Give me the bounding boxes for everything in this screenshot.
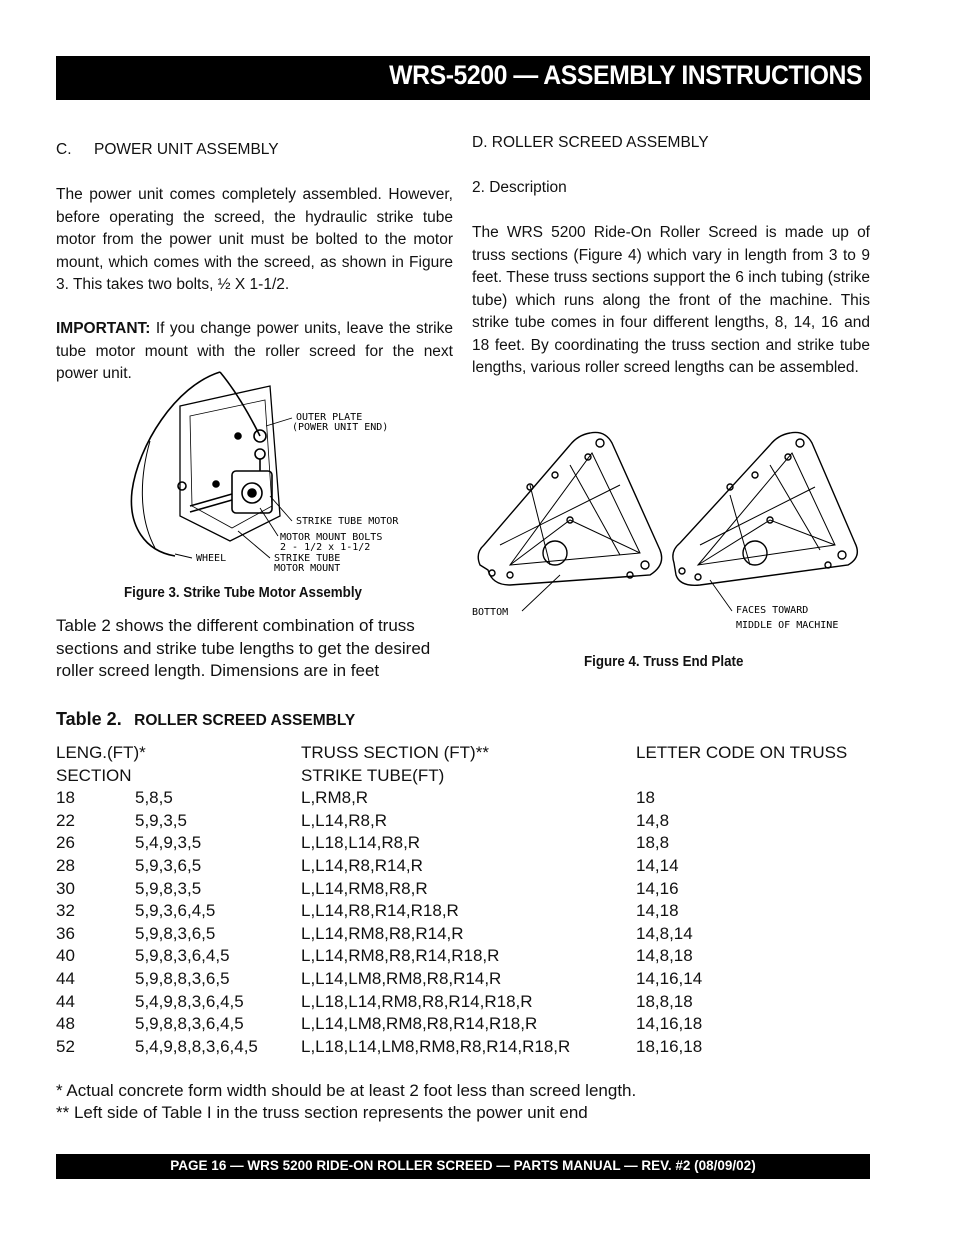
table-cell: L,L14,RM8,R8,R: [301, 878, 428, 898]
table-row: [56, 810, 870, 833]
table-row: [56, 900, 870, 923]
table-intro: Table 2 shows the different combination of truss sections and strike tube lengths to get the desired roller screed length. Dimensions are in feet: [56, 616, 431, 680]
table-cell: L,L14,R8,R: [301, 810, 387, 830]
table-cell: 5,8,5: [135, 788, 173, 808]
table-cell: L,L14,R8,R14,R18,R: [301, 901, 459, 921]
table-cell: L,L14,RM8,R8,R14,R: [301, 923, 464, 943]
table-row: [56, 1036, 870, 1059]
table-cell: 5,4,9,3,5: [135, 833, 202, 853]
table-cell: L,L18,L14,LM8,RM8,R8,R14,R18,R: [301, 1036, 571, 1056]
table-header-row-2: [56, 765, 870, 788]
table-cell: 48: [56, 1014, 75, 1034]
table-cell: 36: [56, 923, 75, 943]
table-cell: 28: [56, 855, 75, 875]
table-cell: 18,8,18: [636, 991, 693, 1011]
header-letter-code: LETTER CODE ON TRUSS: [636, 743, 848, 762]
table-cell: 5,9,8,8,3,6,5: [135, 968, 230, 988]
table-cell: 5,9,3,5: [135, 810, 187, 830]
section-c-letter: C.: [56, 141, 72, 158]
table-row: [56, 945, 870, 968]
table-cell: 5,9,3,6,4,5: [135, 901, 216, 921]
table-cell: L,RM8,R: [301, 788, 369, 808]
table-cell: 18: [636, 788, 655, 808]
fig4-label-faces-toward: FACES TOWARD: [736, 605, 809, 616]
table-cell: L,L14,R8,R14,R: [301, 855, 423, 875]
table-cell: 44: [56, 991, 75, 1011]
table-cell: 14,14: [636, 855, 679, 875]
section-d-subheading: 2. Description: [472, 179, 567, 196]
header-length: LENG.(FT)*: [56, 743, 146, 762]
table-cell: 52: [56, 1036, 75, 1056]
section-c-heading: POWER UNIT ASSEMBLY: [94, 141, 279, 158]
table-cell: 5,9,8,8,3,6,4,5: [135, 1014, 244, 1034]
section-c-body: The power unit comes completely assembled. However, before operating the screed, the hydraulic strike tube motor from the power unit must be bolted to the motor mount, which comes with the screed, as shown in Figure 3. This takes two bolts, ½ X 1-1/2.: [56, 186, 453, 293]
table-cell: 40: [56, 946, 75, 966]
figure-4-caption: Figure 4. Truss End Plate: [584, 654, 744, 670]
table-cell: 44: [56, 968, 75, 988]
figure-3-caption: Figure 3. Strike Tube Motor Assembly: [124, 585, 362, 601]
important-text: If you change power units, leave the strike tube motor mount with the roller screed for the next power unit.: [56, 320, 453, 382]
table-cell: 14,18: [636, 901, 679, 921]
table-cell: L,L14,LM8,RM8,R8,R14,R: [301, 968, 502, 988]
figure-4-drawing: [470, 425, 870, 635]
fig3-label-wheel: WHEEL: [196, 553, 227, 564]
fig3-label-strike-tube: STRIKE TUBE: [274, 553, 341, 564]
left-truss-plate: [478, 432, 661, 585]
assembly-table: [56, 742, 870, 1058]
table-body: [56, 787, 870, 1058]
table-cell: 5,9,8,3,5: [135, 878, 202, 898]
table-cell: L,L18,L14,R8,R: [301, 833, 421, 853]
table-header-row-1: [56, 742, 870, 765]
table-cell: 5,4,9,8,3,6,4,5: [135, 991, 244, 1011]
fig4-label-bottom: BOTTOM: [472, 607, 509, 618]
table-cell: L,L14,RM8,R8,R14,R18,R: [301, 946, 500, 966]
table-heading: [56, 709, 355, 730]
table-cell: 26: [56, 833, 75, 853]
table-cell: 18: [56, 788, 75, 808]
table-cell: 14,16: [636, 878, 679, 898]
important-label: IMPORTANT:: [56, 320, 151, 337]
fig3-label-bolts: MOTOR MOUNT BOLTS: [280, 532, 383, 543]
table-cell: L,L18,L14,RM8,R8,R14,R18,R: [301, 991, 533, 1011]
table-row: [56, 1013, 870, 1036]
footer-bar: [56, 1154, 870, 1179]
table-cell: 14,8,14: [636, 923, 693, 943]
fig3-label-bolt-size: 2 - 1/2 x 1-1/2: [280, 542, 371, 553]
note-2: ** Left side of Table I in the truss section represents the power unit end: [56, 1103, 588, 1122]
note-1: * Actual concrete form width should be at least 2 foot less than screed length.: [56, 1081, 637, 1100]
table-cell: 5,9,3,6,5: [135, 855, 202, 875]
table-row: [56, 855, 870, 878]
table-row: [56, 878, 870, 901]
section-d-body: The WRS 5200 Ride-On Roller Screed is made up of truss sections (Figure 4) which vary in length from 3 to 9 feet. These truss sections support the 6 inch tubing (strike tube) which runs along the front of the machine. This strike tube comes in four different lengths, 8, 14, 16 and 18 feet. By coordinating the truss section and strike tube lengths, various roller screed lengths can be assembled.: [472, 224, 870, 376]
table-cell: 18,16,18: [636, 1036, 703, 1056]
table-cell: 14,16,14: [636, 968, 703, 988]
section-d-heading: D. ROLLER SCREED ASSEMBLY: [472, 134, 709, 151]
table-cell: 14,8,18: [636, 946, 693, 966]
table-title: ROLLER SCREED ASSEMBLY: [134, 712, 356, 729]
table-cell: 14,8: [636, 810, 670, 830]
header-section: SECTION: [56, 765, 132, 785]
fig3-label-power-unit-end: (POWER UNIT END): [292, 422, 389, 433]
figure-3-drawing: [120, 366, 400, 576]
table-row: [56, 787, 870, 810]
table-row: [56, 968, 870, 991]
header-truss-section: TRUSS SECTION (FT)**: [301, 743, 489, 762]
table-cell: 5,9,8,3,6,4,5: [135, 946, 230, 966]
fig3-label-motor-mount: MOTOR MOUNT: [274, 563, 341, 574]
fig4-label-middle-of-machine: MIDDLE OF MACHINE: [736, 620, 839, 631]
header-strike-tube: STRIKE TUBE(FT): [301, 765, 445, 785]
table-cell: 5,9,8,3,6,5: [135, 923, 216, 943]
footer-text: PAGE 16 — WRS 5200 RIDE-ON ROLLER SCREED — PARTS MANUAL — REV. #2 (08/09/02): [170, 1158, 756, 1173]
table-cell: 22: [56, 810, 75, 830]
table-row: [56, 832, 870, 855]
fig3-label-outer-plate: OUTER PLATE: [296, 412, 363, 423]
table-cell: 18,8: [636, 833, 670, 853]
table-row: [56, 991, 870, 1014]
fig3-label-strike-tube-motor: STRIKE TUBE MOTOR: [296, 516, 399, 527]
page-title: WRS-5200 — ASSEMBLY INSTRUCTIONS: [389, 60, 862, 90]
table-cell: L,L14,LM8,RM8,R8,R14,R18,R: [301, 1014, 538, 1034]
table-cell: 14,16,18: [636, 1014, 703, 1034]
table-cell: 32: [56, 901, 75, 921]
table-label: Table 2.: [56, 709, 122, 729]
table-row: [56, 923, 870, 946]
table-cell: 5,4,9,8,8,3,6,4,5: [135, 1036, 258, 1056]
table-cell: 30: [56, 878, 75, 898]
header-bar: [56, 56, 870, 100]
